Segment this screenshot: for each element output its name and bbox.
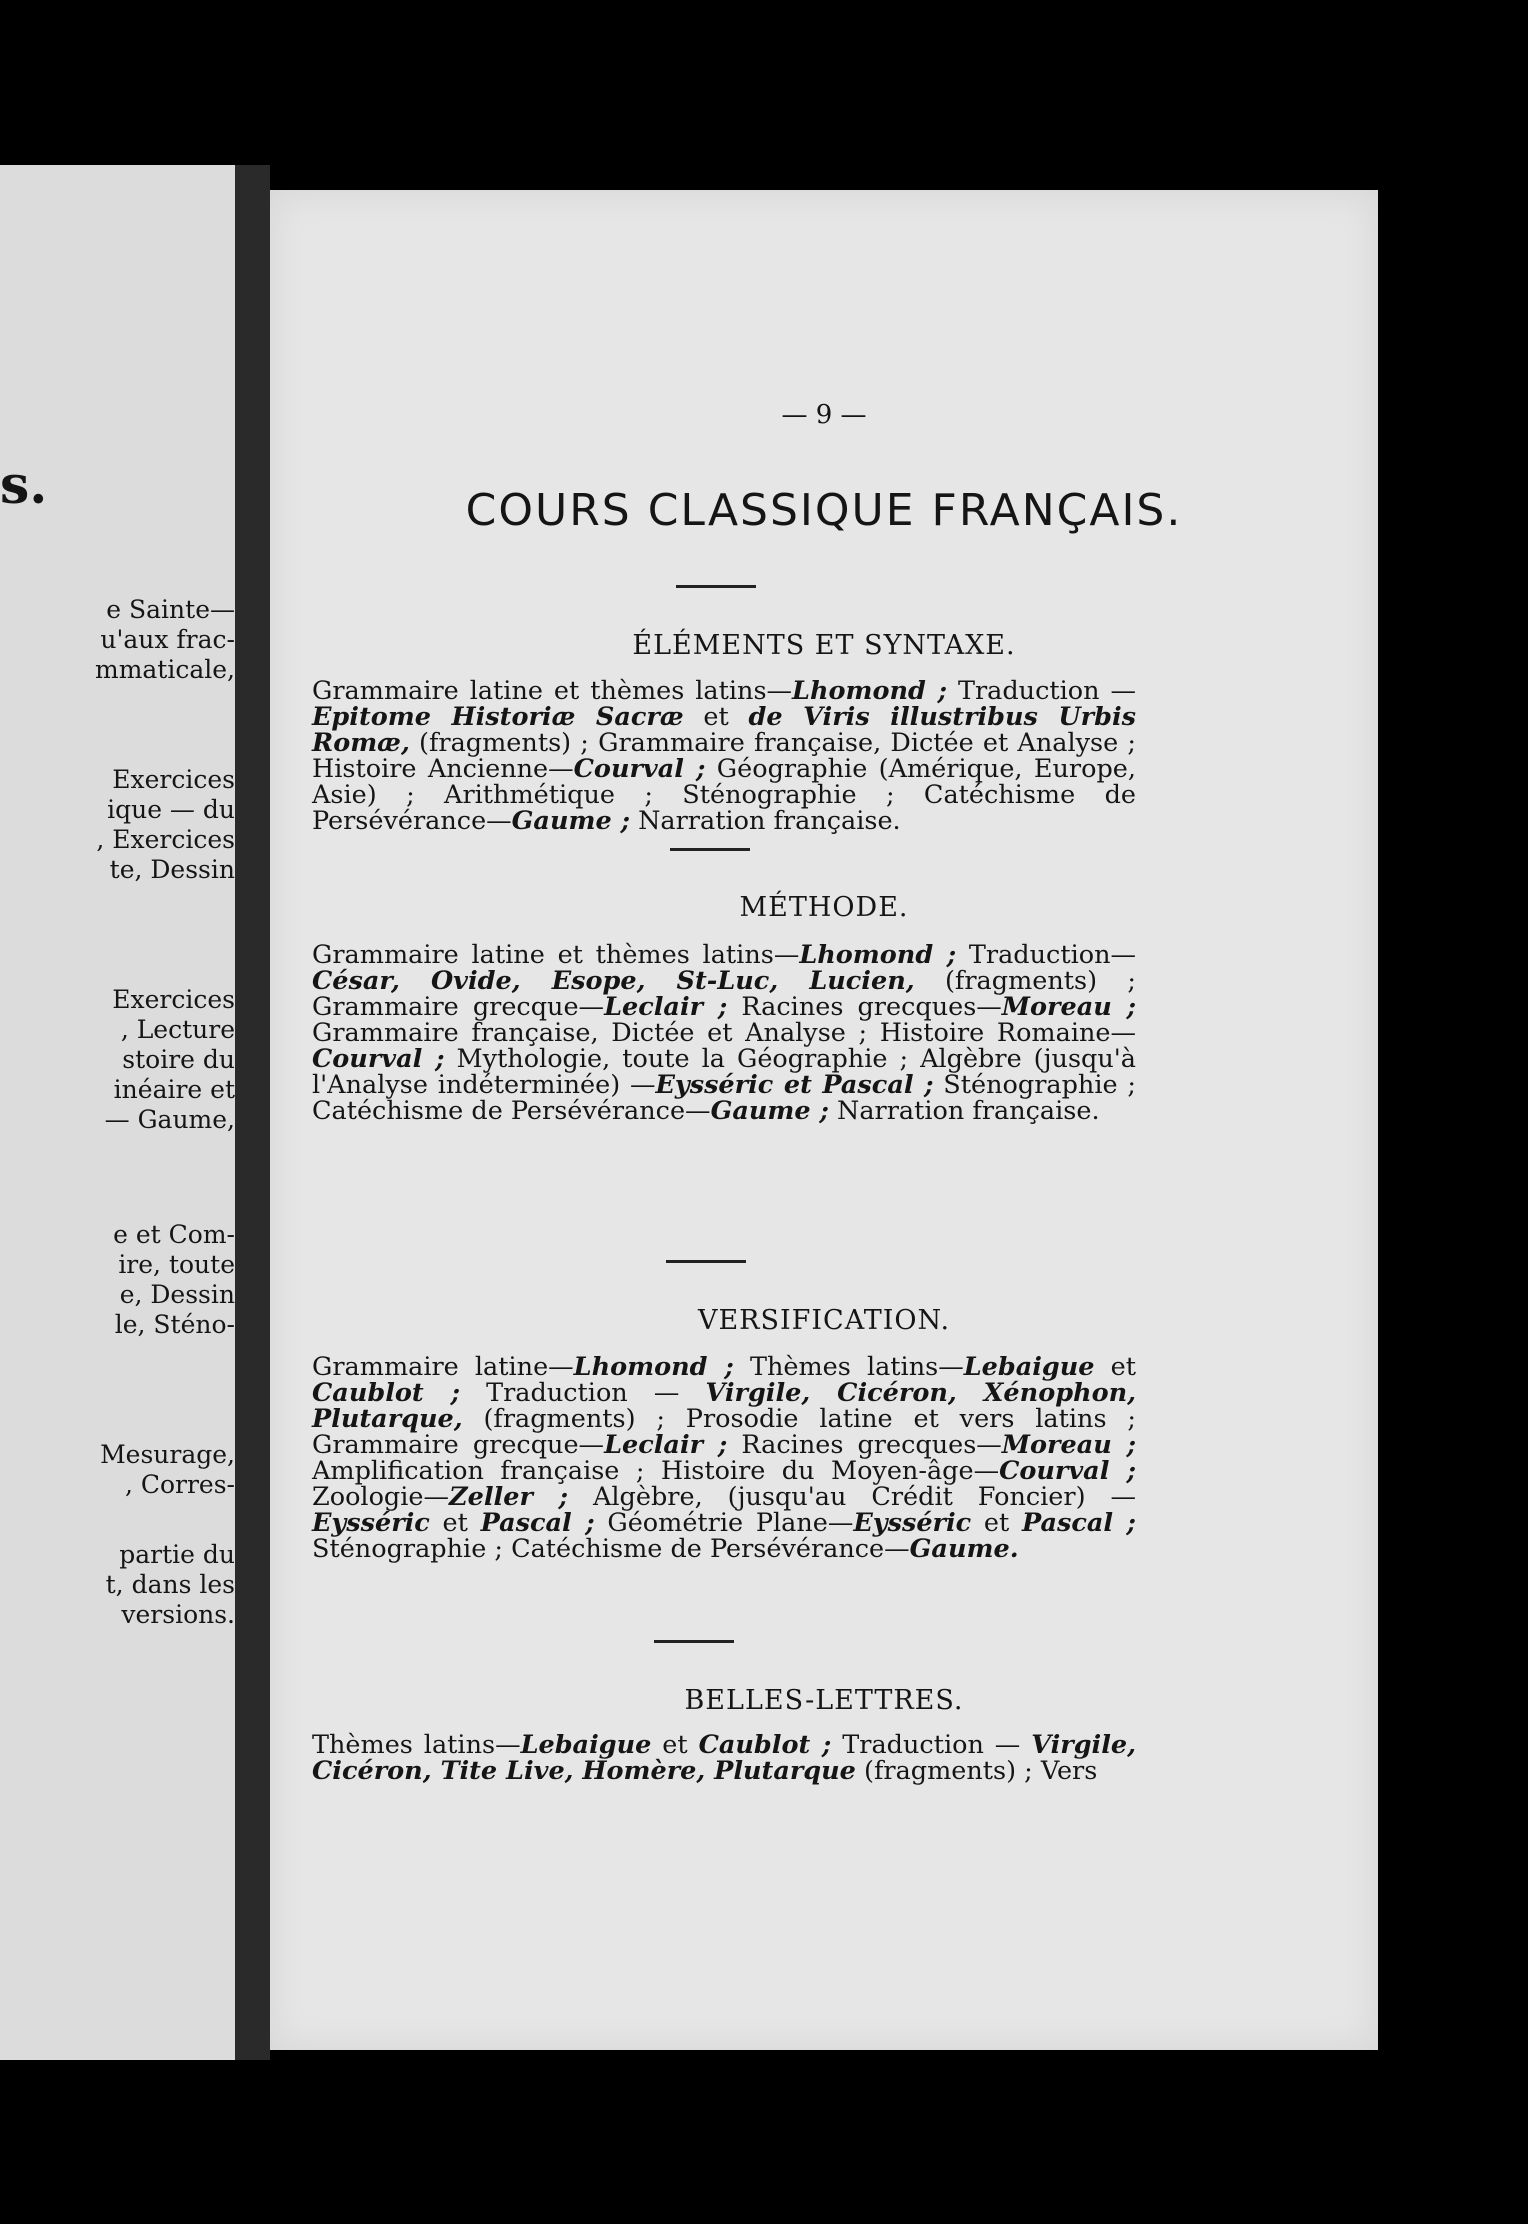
left-page-line: t, dans les <box>105 1570 235 1599</box>
left-page-line: Mesurage, <box>100 1440 235 1469</box>
page-number: — 9 — <box>781 400 867 430</box>
left-page-letter: s. <box>0 455 48 516</box>
section-heading-versification: VERSIFICATION. <box>697 1305 951 1336</box>
left-page-line: , Exercices <box>96 825 235 854</box>
section-heading-elements: ÉLÉMENTS ET SYNTAXE. <box>632 630 1016 661</box>
left-page-line: ique — du <box>107 795 235 824</box>
section-divider <box>676 585 756 588</box>
left-page-line: versions. <box>121 1600 235 1629</box>
left-page-line: partie du <box>119 1540 235 1569</box>
left-page-line: inéaire et <box>113 1075 235 1104</box>
left-page-line: u'aux frac- <box>100 625 235 654</box>
section-divider <box>670 848 750 851</box>
left-page-line: le, Sténo- <box>114 1310 235 1339</box>
left-page-line: e et Com- <box>113 1220 235 1249</box>
left-page-line: mmaticale, <box>94 655 235 684</box>
left-page-line: e Sainte— <box>106 595 235 624</box>
left-page-line: Exercices <box>112 765 235 794</box>
left-page-line: Exercices <box>112 985 235 1014</box>
book-gutter <box>235 165 270 2060</box>
left-page-line: , Lecture <box>120 1015 235 1044</box>
right-page <box>270 190 1378 2050</box>
section-heading-methode: MÉTHODE. <box>739 892 909 923</box>
left-page-line: ire, toute <box>118 1250 235 1279</box>
page-title: COURS CLASSIQUE FRANÇAIS. <box>465 485 1183 536</box>
section-divider <box>666 1260 746 1263</box>
left-page-line: — Gaume, <box>104 1105 235 1134</box>
section-body-belles-lettres: Thèmes latins—Lebaigue et Caublot ; Traduction — Virgile, Cicéron, Tite Live, Homère, Plutarque (fragments) ; Vers <box>312 1730 1136 1786</box>
left-page-fragment <box>0 165 235 2060</box>
left-page-line: te, Dessin <box>109 855 235 884</box>
section-body-elements: Grammaire latine et thèmes latins—Lhomond ; Traduction —Epitome Historiæ Sacræ et de Viris illustribus Urbis Romæ, (fragments) ; Grammaire française, Dictée et Analyse ; Histoire Ancienne—Courval ; Géographie (Amérique, Europe, Asie) ; Arithmétique ; Sténographie ; Catéchisme de Persévérance—Gaume ; Narration française. <box>312 676 1136 836</box>
section-body-versification: Grammaire latine—Lhomond ; Thèmes latins—Lebaigue et Caublot ; Traduction — Virgile, Cicéron, Xénophon, Plutarque, (fragments) ; Prosodie latine et vers latins ; Grammaire grecque—Leclair ; Racines grecques—Moreau ; Amplification française ; Histoire du Moyen-âge—Courval ; Zoologie—Zeller ; Algèbre, (jusqu'au Crédit Foncier) —Eysséric et Pascal ; Géométrie Plane—Eysséric et Pascal ; Sténographie ; Catéchisme de Persévérance—Gaume. <box>312 1352 1137 1564</box>
section-divider <box>654 1640 734 1643</box>
left-page-line: stoire du <box>122 1045 235 1074</box>
left-page-line: , Corres- <box>124 1470 235 1499</box>
left-page-line: e, Dessin <box>119 1280 235 1309</box>
section-heading-belles-lettres: BELLES-LETTRES. <box>684 1685 964 1716</box>
section-body-methode: Grammaire latine et thèmes latins—Lhomond ; Traduction—César, Ovide, Esope, St-Luc, Lucien, (fragments) ; Grammaire grecque—Leclair ; Racines grecques—Moreau ; Grammaire française, Dictée et Analyse ; Histoire Romaine—Courval ; Mythologie, toute la Géographie ; Algèbre (jusqu'à l'Analyse indéterminée) —Eysséric et Pascal ; Sténographie ; Catéchisme de Persévérance—Gaume ; Narration française. <box>312 940 1137 1126</box>
